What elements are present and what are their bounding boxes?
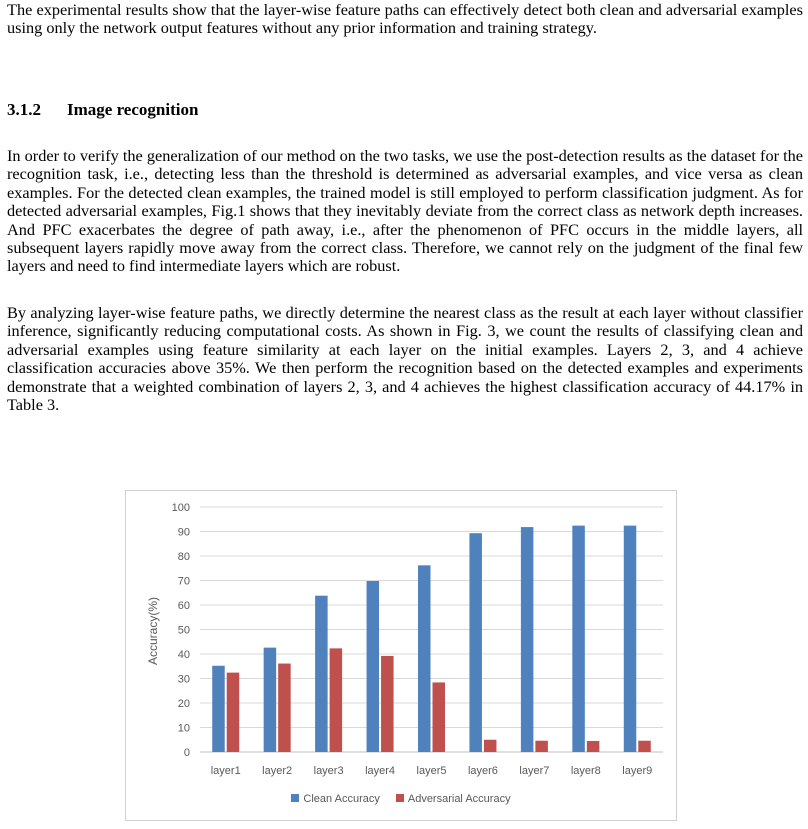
- bar: [227, 673, 240, 752]
- paragraph-analysis: By analyzing layer-wise feature paths, we directly determine the nearest class as the result at each layer without classifier inference, significantly reducing computational costs. As shown in Fig. 3, we count the results of classifying clean and adversarial examples using feature similarity at each layer on the initial examples. Layers 2, 3, and 4 achieve classification accuracies above 35%. We then perform the recognition based on the detected examples and experiments demonstrate that a weighted combination of layers 2, 3, and 4 achieves the highest classification accuracy of 44.17% in Table 3.: [7, 303, 803, 415]
- paragraph-method: In order to verify the generalization of our method on the two tasks, we use the post-detection results as the dataset for the recognition task, i.e., detecting less than the threshold is determined as adversarial examples, and vice versa as clean examples. For the detected clean examples, the trained model is still employed to perform classification judgment. As for detected adversarial examples, Fig.1 shows that they inevitably deviate from the correct class as network depth increases. And PFC exacerbates the degree of path away, i.e., after the phenomenon of PFC occurs in the middle layers, all subsequent layers rapidly move away from the correct class. Therefore, we cannot rely on the judgment of the final few layers and need to find intermediate layers which are robust.: [7, 146, 803, 276]
- bar: [278, 664, 291, 752]
- bar: [330, 648, 343, 752]
- bar: [484, 740, 497, 752]
- y-tick-label: 80: [177, 551, 190, 563]
- y-tick-label: 70: [177, 575, 190, 588]
- paragraph-intro: The experimental results show that the layer-wise feature paths can effectively detect both clean and adversarial examples using only the network output features without any prior information and training strategy.: [7, 0, 803, 38]
- y-tick-label: 10: [177, 722, 190, 735]
- y-tick-label: 100: [171, 502, 190, 514]
- bar: [638, 741, 651, 752]
- x-tick-label: layer2: [262, 765, 293, 777]
- bars: [212, 526, 651, 752]
- bar: [418, 565, 431, 752]
- legend-item: [291, 793, 379, 805]
- bar: [367, 581, 380, 752]
- y-tick-label: 40: [177, 649, 190, 661]
- bar: [572, 526, 585, 752]
- x-tick-label: layer6: [467, 765, 498, 777]
- bar: [381, 656, 394, 752]
- bar: [587, 741, 600, 752]
- x-ticks: [211, 765, 653, 777]
- section-title: Image recognition: [67, 100, 199, 119]
- y-axis-label: Accuracy(%): [146, 596, 160, 666]
- x-tick-label: layer4: [365, 765, 396, 777]
- legend-label: Clean Accuracy: [303, 793, 380, 805]
- y-tick-label: 0: [183, 747, 190, 759]
- legend-swatch: [396, 794, 404, 802]
- section-number: 3.1.2: [7, 100, 41, 119]
- bar: [433, 682, 446, 752]
- legend-label: Adversarial Accuracy: [407, 793, 511, 805]
- section-heading: [7, 100, 198, 120]
- bar: [469, 533, 482, 752]
- bar: [264, 648, 277, 752]
- legend-swatch: [291, 794, 299, 802]
- y-ticks: [172, 502, 190, 759]
- chart-legend: [126, 793, 676, 805]
- bar: [535, 741, 548, 752]
- y-tick-label: 30: [177, 673, 190, 686]
- bar: [624, 526, 637, 752]
- x-tick-label: layer8: [570, 765, 601, 777]
- bar: [212, 666, 225, 752]
- x-tick-label: layer3: [313, 765, 344, 777]
- y-tick-label: 50: [177, 624, 190, 637]
- x-tick-label: layer1: [210, 765, 241, 777]
- x-tick-label: layer9: [622, 765, 653, 777]
- y-tick-label: 60: [177, 600, 190, 612]
- y-tick-label: 20: [177, 698, 190, 710]
- accuracy-chart: [125, 490, 677, 821]
- legend-item: [396, 793, 511, 805]
- x-tick-label: layer5: [416, 765, 447, 777]
- bar: [315, 596, 328, 752]
- chart-plot-area: [126, 491, 676, 791]
- bar: [521, 527, 534, 752]
- x-tick-label: layer7: [519, 765, 550, 777]
- y-tick-label: 90: [177, 526, 190, 539]
